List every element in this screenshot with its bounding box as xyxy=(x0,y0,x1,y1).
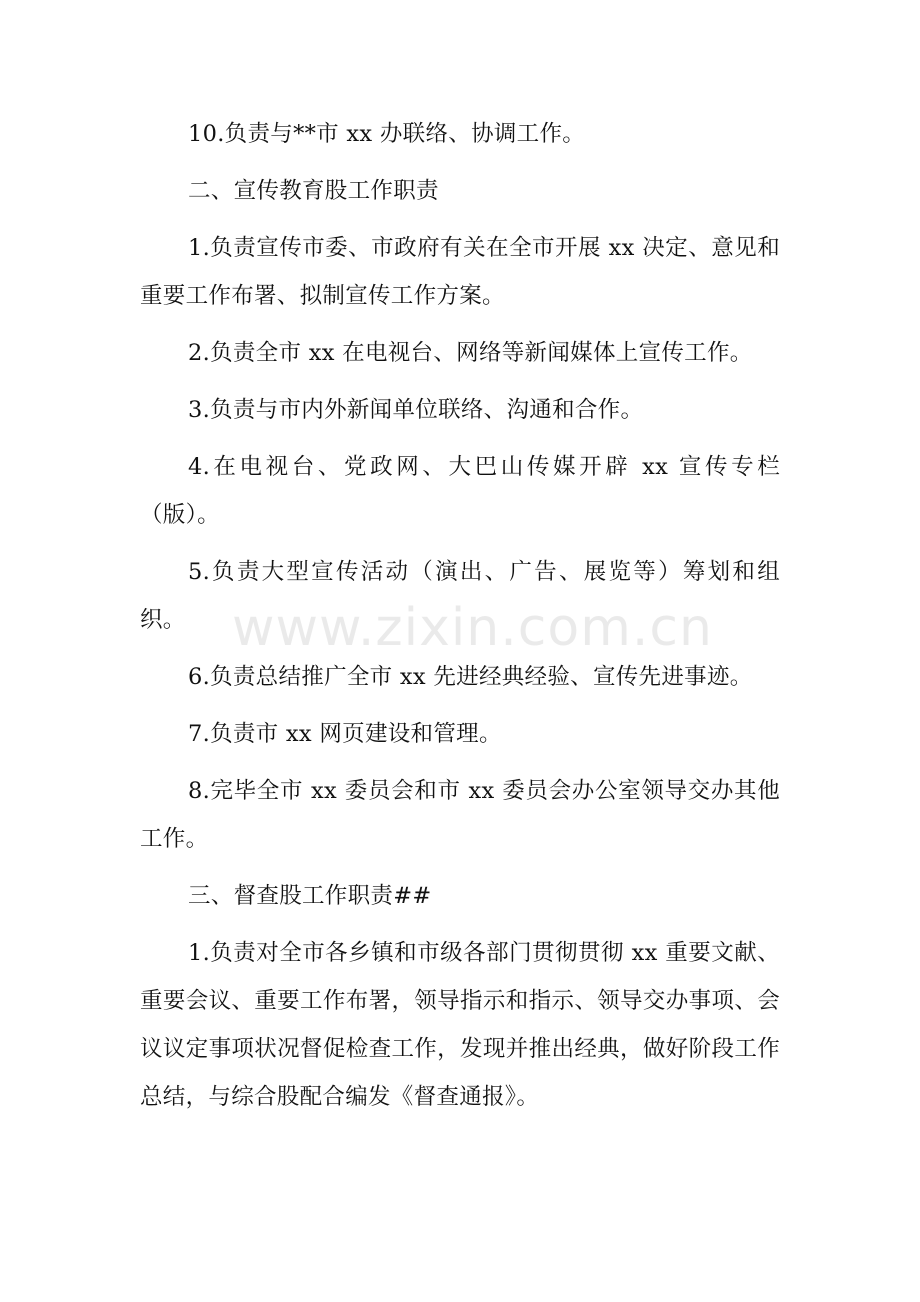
paragraph-item-7-webpage: 7.负责市 xx 网页建设和管理。 xyxy=(188,721,502,747)
paragraph-item-10-liaison: 10.负责与**市 xx 办联络、协调工作。 xyxy=(188,121,586,147)
paragraph-item-8-other-work: 8.完毕全市 xx 委员会和市 xx 委员会办公室领导交办其他工作。 xyxy=(140,778,780,852)
paragraph-item-3-news-units: 3.负责与市内外新闻单位联络、沟通和合作。 xyxy=(188,397,644,423)
section-heading-publicity-education: 二、宣传教育股工作职责 xyxy=(188,178,439,204)
paragraph-item-6-experience: 6.负责总结推广全市 xx 先进经典经验、宣传先进事迹。 xyxy=(188,664,753,690)
paragraph-item-5-activities: 5.负责大型宣传活动（演出、广告、展览等）筹划和组织。 xyxy=(140,559,780,633)
paragraph-item-1-publicity: 1.负责宣传市委、市政府有关在全市开展 xx 决定、意见和重要工作布署、拟制宣传工作方案。 xyxy=(140,235,780,309)
watermark-text: www.zixin.com.cn xyxy=(232,598,713,658)
paragraph-item-2-media: 2.负责全市 xx 在电视台、网络等新闻媒体上宣传工作。 xyxy=(188,340,753,366)
section-heading-supervision: 三、督查股工作职责## xyxy=(188,883,432,909)
document-body xyxy=(140,110,780,1130)
paragraph-item-1-supervision: 1.负责对全市各乡镇和市级各部门贯彻贯彻 xx 重要文献、重要会议、重要工作布署，领导指示和指示、领导交办事项、会议议定事项状况督促检查工作，发现并推出经典，做好阶段工作总结，与综合股配合编发《督查通报》。 xyxy=(140,940,780,1110)
paragraph-item-4-columns: 4.在电视台、党政网、大巴山传媒开辟 xx 宣传专栏（版）。 xyxy=(140,454,780,528)
